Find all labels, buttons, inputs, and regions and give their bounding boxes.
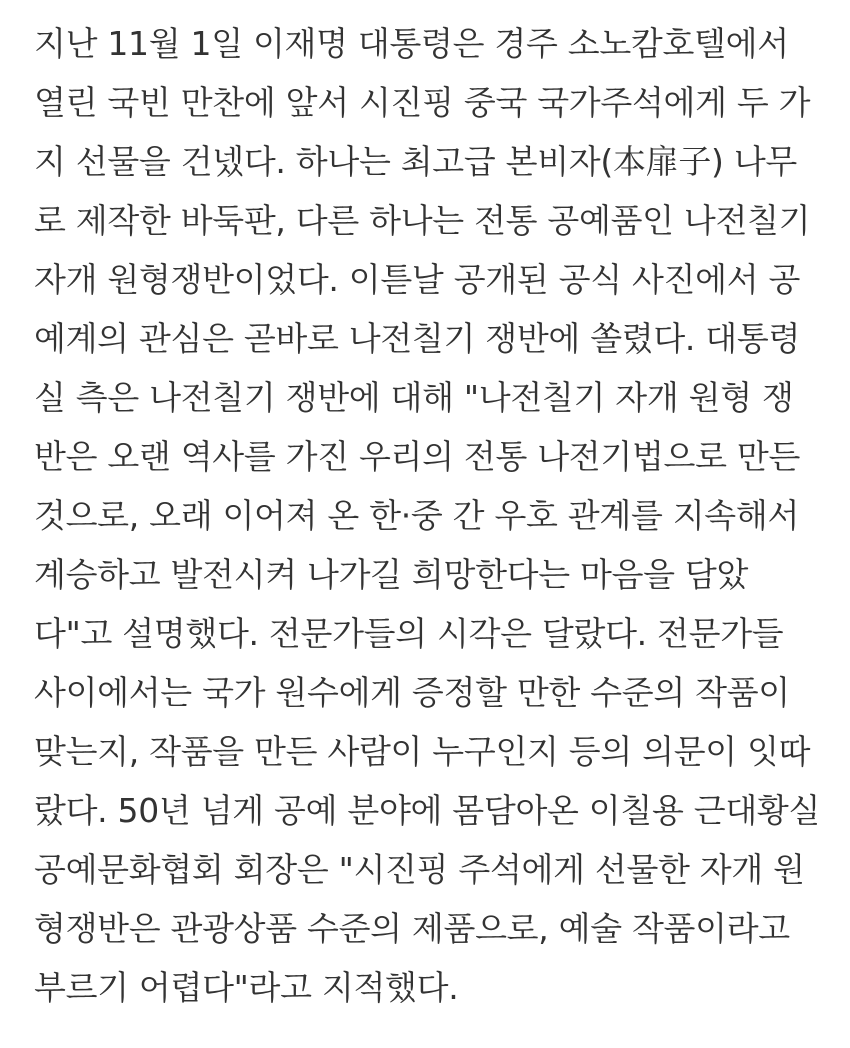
article-line: 열린 국빈 만찬에 앞서 시진핑 중국 국가주석에게 두 가: [34, 83, 811, 122]
article-line: 지 선물을 건넸다. 하나는 최고급 본비자(本扉子) 나무: [34, 142, 797, 181]
article-line: 맞는지, 작품을 만든 사람이 누구인지 등의 의문이 잇따: [34, 732, 811, 771]
article-line: 자개 원형쟁반이었다. 이튿날 공개된 공식 사진에서 공: [34, 260, 801, 299]
article-line: 로 제작한 바둑판, 다른 하나는 전통 공예품인 나전칠기: [34, 201, 811, 240]
article-body: [34, 14, 834, 1017]
article-line: 부르기 어렵다"라고 지적했다.: [34, 968, 459, 1007]
article-line: 지난 11월 1일 이재명 대통령은 경주 소노캄호텔에서: [34, 24, 789, 63]
article-line: 것으로, 오래 이어져 온 한·중 간 우호 관계를 지속해서: [34, 496, 800, 535]
article-line: 실 측은 나전칠기 쟁반에 대해 "나전칠기 자개 원형 쟁: [34, 378, 794, 417]
article-line: 계승하고 발전시켜 나가길 희망한다는 마음을 담았: [34, 555, 749, 594]
article-line: 랐다. 50년 넘게 공예 분야에 몸담아온 이칠용 근대황실: [34, 791, 821, 830]
article-line: 반은 오랜 역사를 가진 우리의 전통 나전기법으로 만든: [34, 437, 801, 476]
article-line: 형쟁반은 관광상품 수준의 제품으로, 예술 작품이라고: [34, 909, 790, 948]
article-line: 예계의 관심은 곧바로 나전칠기 쟁반에 쏠렸다. 대통령: [34, 319, 801, 358]
article-line: 다"고 설명했다. 전문가들의 시각은 달랐다. 전문가들: [34, 614, 784, 653]
article-line: 사이에서는 국가 원수에게 증정할 만한 수준의 작품이: [34, 673, 790, 712]
article-line: 공예문화협회 회장은 "시진핑 주석에게 선물한 자개 원: [34, 850, 805, 889]
